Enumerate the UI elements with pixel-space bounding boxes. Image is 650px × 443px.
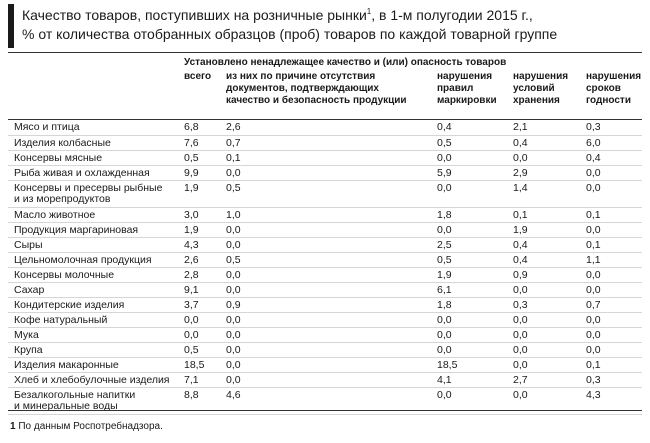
cell-marking: 1,9 [437,267,513,282]
cell-docs: 0,0 [226,237,437,252]
cell-storage: 1,4 [513,180,586,207]
row-name-line: Крупа [14,343,43,356]
row-name-line: Консервы молочные [14,268,115,281]
cell-total: 1,9 [184,222,226,237]
table-row [8,222,642,237]
footnote-text: По данным Роспотребнадзора. [15,421,163,432]
cell-shelf: 0,0 [586,180,642,207]
title-line-1-tail: , в 1-м полугодии 2015 г., [371,7,533,23]
table-title [22,6,642,44]
cell-marking: 18,5 [437,357,513,372]
cell-marking: 0,0 [437,387,513,414]
row-name-line: Мясо и птица [14,121,80,133]
cell-marking: 0,4 [437,120,513,135]
header-marking-line: нарушения [437,71,493,82]
row-name-line: Сыры [14,238,43,251]
cell-shelf: 0,1 [586,207,642,222]
footnote-number: 1 [10,421,16,432]
cell-docs: 0,0 [226,222,437,237]
table-bottom-rule [8,410,642,411]
cell-docs: 0,9 [226,297,437,312]
header-marking-line: правил [437,83,474,94]
cell-shelf: 0,0 [586,342,642,357]
cell-shelf: 0,0 [586,165,642,180]
cell-docs: 2,6 [226,120,437,135]
cell-storage: 0,0 [513,327,586,342]
row-name [8,267,184,282]
table-row [8,357,642,372]
cell-total: 1,9 [184,180,226,207]
cell-marking: 0,0 [437,342,513,357]
cell-storage: 0,0 [513,387,586,414]
cell-storage: 0,9 [513,267,586,282]
cell-marking: 1,8 [437,207,513,222]
cell-docs: 4,6 [226,387,437,414]
cell-marking: 0,0 [437,150,513,165]
cell-storage: 0,4 [513,135,586,150]
cell-total: 7,6 [184,135,226,150]
row-name [8,252,184,267]
cell-shelf: 6,0 [586,135,642,150]
cell-shelf: 0,3 [586,120,642,135]
row-name [8,150,184,165]
row-name [8,327,184,342]
cell-marking: 1,8 [437,297,513,312]
table-row [8,237,642,252]
footnote [10,421,163,432]
row-name-line: Безалкогольные напитки [14,388,136,401]
table-row [8,252,642,267]
table-row [8,150,642,165]
row-name [8,207,184,222]
table-row [8,207,642,222]
cell-shelf: 4,3 [586,387,642,414]
cell-storage: 2,1 [513,120,586,135]
cell-total: 6,8 [184,120,226,135]
cell-storage: 2,7 [513,372,586,387]
row-name [8,372,184,387]
row-name-line: Сахар [14,283,45,296]
cell-shelf: 0,0 [586,222,642,237]
cell-marking: 6,1 [437,282,513,297]
row-name-line: Консервы мясные [14,151,103,164]
header-shelf-line: годности [586,95,631,106]
cell-marking: 0,0 [437,327,513,342]
row-name [8,180,184,207]
header-storage-line: условий [513,83,555,94]
row-name [8,312,184,327]
cell-storage: 0,0 [513,342,586,357]
row-name-line: Цельномолочная продукция [14,253,152,266]
header-storage-line: нарушения [513,71,569,82]
row-name-line: Хлеб и хлебобулочные изделия [14,373,170,386]
table-row [8,327,642,342]
row-name-line: Мука [14,328,39,341]
cell-total: 3,0 [184,207,226,222]
table-row [8,165,642,180]
header-storage [513,71,568,107]
cell-docs: 0,0 [226,327,437,342]
table-row [8,372,642,387]
header-docs-line: из них по причине отсутствия [226,71,376,82]
row-name-line: Изделия колбасные [14,136,111,149]
cell-storage: 2,9 [513,165,586,180]
cell-total: 0,0 [184,312,226,327]
row-name [8,135,184,150]
cell-total: 9,9 [184,165,226,180]
cell-docs: 0,0 [226,357,437,372]
cell-shelf: 0,1 [586,357,642,372]
table-row [8,282,642,297]
cell-marking: 5,9 [437,165,513,180]
cell-docs: 0,0 [226,372,437,387]
row-name [8,282,184,297]
table-row [8,312,642,327]
cell-total: 3,7 [184,297,226,312]
row-name [8,342,184,357]
cell-shelf: 0,1 [586,237,642,252]
cell-shelf: 0,0 [586,267,642,282]
row-name [8,297,184,312]
header-shelf [586,71,641,107]
row-name-line: Кофе натуральный [14,313,108,326]
cell-shelf: 0,0 [586,312,642,327]
row-name [8,120,184,135]
table-row [8,120,642,135]
cell-storage: 0,0 [513,357,586,372]
cell-shelf: 0,4 [586,150,642,165]
cell-total: 8,8 [184,387,226,414]
title-line-2: % от количества отобранных образцов (проб) товаров по каждой товарной группе [22,26,558,42]
title-footnote-ref: 1 [366,7,372,16]
cell-docs: 0,5 [226,180,437,207]
cell-marking: 0,0 [437,222,513,237]
row-name [8,357,184,372]
cell-total: 0,0 [184,327,226,342]
cell-total: 2,8 [184,267,226,282]
header-docs [226,71,407,107]
cell-storage: 0,0 [513,282,586,297]
cell-storage: 0,3 [513,297,586,312]
cell-docs: 0,0 [226,282,437,297]
header-total: всего [184,71,212,82]
row-name-line: Кондитерские изделия [14,298,125,311]
table-row [8,342,642,357]
cell-marking: 0,0 [437,180,513,207]
cell-marking: 2,5 [437,237,513,252]
row-name-line: Продукция маргариновая [14,223,139,236]
row-name [8,165,184,180]
cell-storage: 0,0 [513,312,586,327]
row-name-line: Консервы и пресервы рыбные [14,181,163,194]
cell-storage: 0,0 [513,150,586,165]
table-body [8,120,642,414]
cell-marking: 0,5 [437,252,513,267]
title-accent-bar [8,4,14,48]
cell-storage: 0,1 [513,207,586,222]
cell-docs: 1,0 [226,207,437,222]
cell-total: 0,5 [184,150,226,165]
header-docs-line: документов, подтверждающих [226,83,379,94]
cell-docs: 0,1 [226,150,437,165]
row-name-line: Масло животное [14,208,96,221]
table-row [8,135,642,150]
cell-shelf: 1,1 [586,252,642,267]
cell-docs: 0,5 [226,252,437,267]
cell-docs: 0,0 [226,267,437,282]
cell-marking: 4,1 [437,372,513,387]
cell-storage: 0,4 [513,252,586,267]
cell-total: 18,5 [184,357,226,372]
row-name-line: Изделия макаронные [14,358,119,371]
cell-total: 2,6 [184,252,226,267]
cell-storage: 1,9 [513,222,586,237]
header-docs-line: качество и безопасность продукции [226,95,407,106]
cell-docs: 0,0 [226,312,437,327]
header-top-rule [8,52,642,53]
cell-docs: 0,0 [226,342,437,357]
title-line-1: Качество товаров, поступивших на розничные рынки [22,7,367,23]
row-name-line: Рыба живая и охлажденная [14,166,150,179]
row-name-line: и минеральные воды [14,400,118,412]
cell-shelf: 0,0 [586,282,642,297]
cell-total: 4,3 [184,237,226,252]
table-row [8,180,642,207]
row-name [8,237,184,252]
header-marking [437,71,497,107]
header-shelf-line: нарушения [586,71,642,82]
cell-total: 7,1 [184,372,226,387]
header-storage-line: хранения [513,95,560,106]
cell-total: 9,1 [184,282,226,297]
cell-shelf: 0,7 [586,297,642,312]
cell-shelf: 0,3 [586,372,642,387]
cell-shelf: 0,0 [586,327,642,342]
table-row [8,267,642,282]
header-shelf-line: сроков [586,83,621,94]
cell-storage: 0,4 [513,237,586,252]
cell-marking: 0,5 [437,135,513,150]
quality-table [8,120,642,415]
header-group-label: Установлено ненадлежащее качество и (или) опасность товаров [184,57,507,68]
cell-marking: 0,0 [437,312,513,327]
row-name [8,222,184,237]
cell-docs: 0,7 [226,135,437,150]
table-row [8,297,642,312]
cell-docs: 0,0 [226,165,437,180]
cell-total: 0,5 [184,342,226,357]
row-name-line: и из морепродуктов [14,193,111,205]
header-marking-line: маркировки [437,95,497,106]
